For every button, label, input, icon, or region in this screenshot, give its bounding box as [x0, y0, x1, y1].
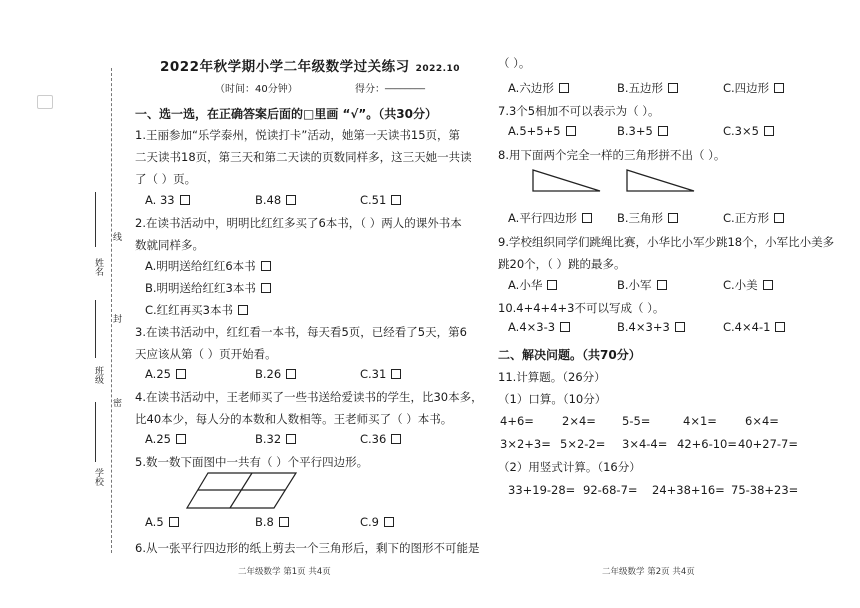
q3-line1: 3.在读书活动中，红红看一本书，每天看5页，已经看了5天，第6: [135, 325, 467, 339]
q3-option-b[interactable]: B.26: [255, 367, 296, 381]
checkbox[interactable]: [261, 283, 271, 293]
checkbox[interactable]: [559, 83, 569, 93]
q7-option-a[interactable]: A.5+5+5: [508, 124, 576, 138]
checkbox[interactable]: [169, 517, 179, 527]
section1-title: 一、选一选，在正确答案后面的□里画 “√”。（共30分）: [135, 107, 437, 121]
q6-line2: （ ）。: [498, 56, 531, 70]
q9-option-c[interactable]: C.小美: [723, 277, 773, 293]
checkbox[interactable]: [279, 517, 289, 527]
seal-label-1: 线: [111, 232, 121, 241]
q10-option-a[interactable]: A.4×3-3: [508, 320, 570, 334]
name-line: [95, 192, 96, 247]
oral-item: 4×1=: [683, 414, 717, 428]
q8-option-b[interactable]: B.三角形: [617, 210, 678, 226]
checkbox[interactable]: [566, 126, 576, 136]
checkbox[interactable]: [176, 369, 186, 379]
oral-title: （1）口算。（10分）: [498, 392, 607, 406]
footer-left: 二年级数学 第1页 共4页: [238, 567, 331, 577]
checkbox[interactable]: [547, 280, 557, 290]
vertical-item: 75-38+23=: [731, 483, 799, 497]
q1-option-a[interactable]: A. 33: [145, 193, 190, 207]
q2-option-b[interactable]: B.明明送给红红3本书: [145, 280, 271, 296]
checkbox[interactable]: [775, 322, 785, 332]
checkbox[interactable]: [286, 434, 296, 444]
time-limit: （时间：40分钟）: [215, 84, 298, 95]
q1-line3: 了（ ）页。: [135, 172, 197, 186]
q2-line2: 数就同样多。: [135, 238, 204, 252]
q5-line1: 5.数一数下面图中一共有（ ）个平行四边形。: [135, 455, 369, 469]
oral-item: 40+27-7=: [738, 437, 799, 451]
q10-line1: 10.4+4+4+3不可以写成（ ）。: [498, 301, 665, 315]
score-blank[interactable]: ________: [385, 79, 425, 90]
checkbox[interactable]: [668, 83, 678, 93]
q2-option-a[interactable]: A.明明送给红红6本书: [145, 258, 271, 274]
q9-line1: 9.学校组织同学们跳绳比赛，小华比小军少跳18个，小军比小美多: [498, 235, 835, 249]
q1-line1: 1.王丽参加“乐学泰州，悦读打卡”活动，她第一天读书15页，第: [135, 128, 461, 142]
school-line: [95, 402, 96, 462]
oral-item: 5-5=: [622, 414, 651, 428]
scan-mark: [37, 95, 53, 109]
q2-line1: 2.在读书活动中，明明比红红多买了6本书，（ ）两人的课外书本: [135, 216, 462, 230]
q4-option-b[interactable]: B.32: [255, 432, 296, 446]
q8-line1: 8.用下面两个完全一样的三角形拼不出（ ）。: [498, 148, 726, 162]
q2-option-c[interactable]: C.红红再买3本书: [145, 302, 248, 318]
q1-option-b[interactable]: B.48: [255, 193, 296, 207]
triangle-figure-2: [624, 167, 696, 193]
score-label: 得分：: [355, 84, 385, 95]
parallelogram-figure: [186, 472, 298, 510]
q4-option-a[interactable]: A.25: [145, 432, 186, 446]
q4-option-c[interactable]: C.36: [360, 432, 401, 446]
checkbox[interactable]: [286, 369, 296, 379]
q5-option-c[interactable]: C.9: [360, 515, 394, 529]
checkbox[interactable]: [668, 213, 678, 223]
checkbox[interactable]: [774, 83, 784, 93]
checkbox[interactable]: [238, 305, 248, 315]
q1-option-c[interactable]: C.51: [360, 193, 401, 207]
q6-option-a[interactable]: A.六边形: [508, 80, 569, 96]
q4-line1: 4.在读书活动中，王老师买了一些书送给爱读书的学生，比30本多，: [135, 390, 483, 404]
q1-line2: 二天读书18页，第三天和第二天读的页数同样多，这三天她一共读: [135, 150, 472, 164]
q9-option-a[interactable]: A.小华: [508, 277, 557, 293]
checkbox[interactable]: [391, 195, 401, 205]
name-label: 姓名: [93, 258, 103, 276]
footer-right: 二年级数学 第2页 共4页: [602, 567, 695, 577]
vertical-item: 24+38+16=: [652, 483, 725, 497]
checkbox[interactable]: [180, 195, 190, 205]
q11-title: 11.计算题。（26分）: [498, 370, 606, 384]
q5-option-b[interactable]: B.8: [255, 515, 289, 529]
q7-option-c[interactable]: C.3×5: [723, 124, 774, 138]
oral-item: 2×4=: [562, 414, 596, 428]
oral-item: 42+6-10=: [677, 437, 738, 451]
checkbox[interactable]: [764, 126, 774, 136]
checkbox[interactable]: [657, 280, 667, 290]
checkbox[interactable]: [582, 213, 592, 223]
q6-line1: 6.从一张平行四边形的纸上剪去一个三角形后，剩下的图形不可能是: [135, 541, 480, 555]
q9-option-b[interactable]: B.小军: [617, 277, 667, 293]
checkbox[interactable]: [176, 434, 186, 444]
oral-item: 6×4=: [745, 414, 779, 428]
checkbox[interactable]: [391, 369, 401, 379]
q6-option-b[interactable]: B.五边形: [617, 80, 678, 96]
class-label: 班级: [93, 366, 103, 384]
q3-option-a[interactable]: A.25: [145, 367, 186, 381]
seal-label-3: 密: [111, 398, 121, 407]
fold-line: [111, 68, 112, 553]
q7-line1: 7.3个5相加不可以表示为（ ）。: [498, 104, 660, 118]
checkbox[interactable]: [658, 126, 668, 136]
q3-option-c[interactable]: C.31: [360, 367, 401, 381]
q8-option-a[interactable]: A.平行四边形: [508, 210, 592, 226]
q10-option-c[interactable]: C.4×4-1: [723, 320, 785, 334]
vertical-title: （2）用竖式计算。（16分）: [498, 460, 641, 474]
oral-item: 3×4-4=: [622, 437, 668, 451]
checkbox[interactable]: [774, 213, 784, 223]
q3-line2: 天应该从第（ ）页开始看。: [135, 347, 277, 361]
section2-title: 二、解决问题。（共70分）: [498, 348, 641, 362]
q6-option-c[interactable]: C.四边形: [723, 80, 784, 96]
vertical-item: 33+19-28=: [508, 483, 576, 497]
triangle-figure-1: [530, 167, 602, 193]
checkbox[interactable]: [391, 434, 401, 444]
class-line: [95, 300, 96, 358]
checkbox[interactable]: [560, 322, 570, 332]
checkbox[interactable]: [261, 261, 271, 271]
q7-option-b[interactable]: B.3+5: [617, 124, 668, 138]
seal-label-2: 封: [111, 314, 121, 323]
checkbox[interactable]: [286, 195, 296, 205]
oral-item: 5×2-2=: [560, 437, 606, 451]
oral-item: 3×2+3=: [500, 437, 551, 451]
q9-line2: 跳20个，（ ）跳的最多。: [498, 257, 626, 271]
checkbox[interactable]: [675, 322, 685, 332]
checkbox[interactable]: [763, 280, 773, 290]
q10-option-b[interactable]: B.4×3+3: [617, 320, 685, 334]
q4-line2: 比40本少，每人分的本数和人数相等。王老师买了（ ）本书。: [135, 412, 453, 426]
vertical-item: 92-68-7=: [583, 483, 638, 497]
school-label: 学校: [93, 468, 103, 486]
oral-item: 4+6=: [500, 414, 534, 428]
page-title: 2022年秋学期小学二年级数学过关练习 2022.10: [160, 59, 461, 75]
q5-option-a[interactable]: A.5: [145, 515, 179, 529]
q8-option-c[interactable]: C.正方形: [723, 210, 784, 226]
checkbox[interactable]: [384, 517, 394, 527]
